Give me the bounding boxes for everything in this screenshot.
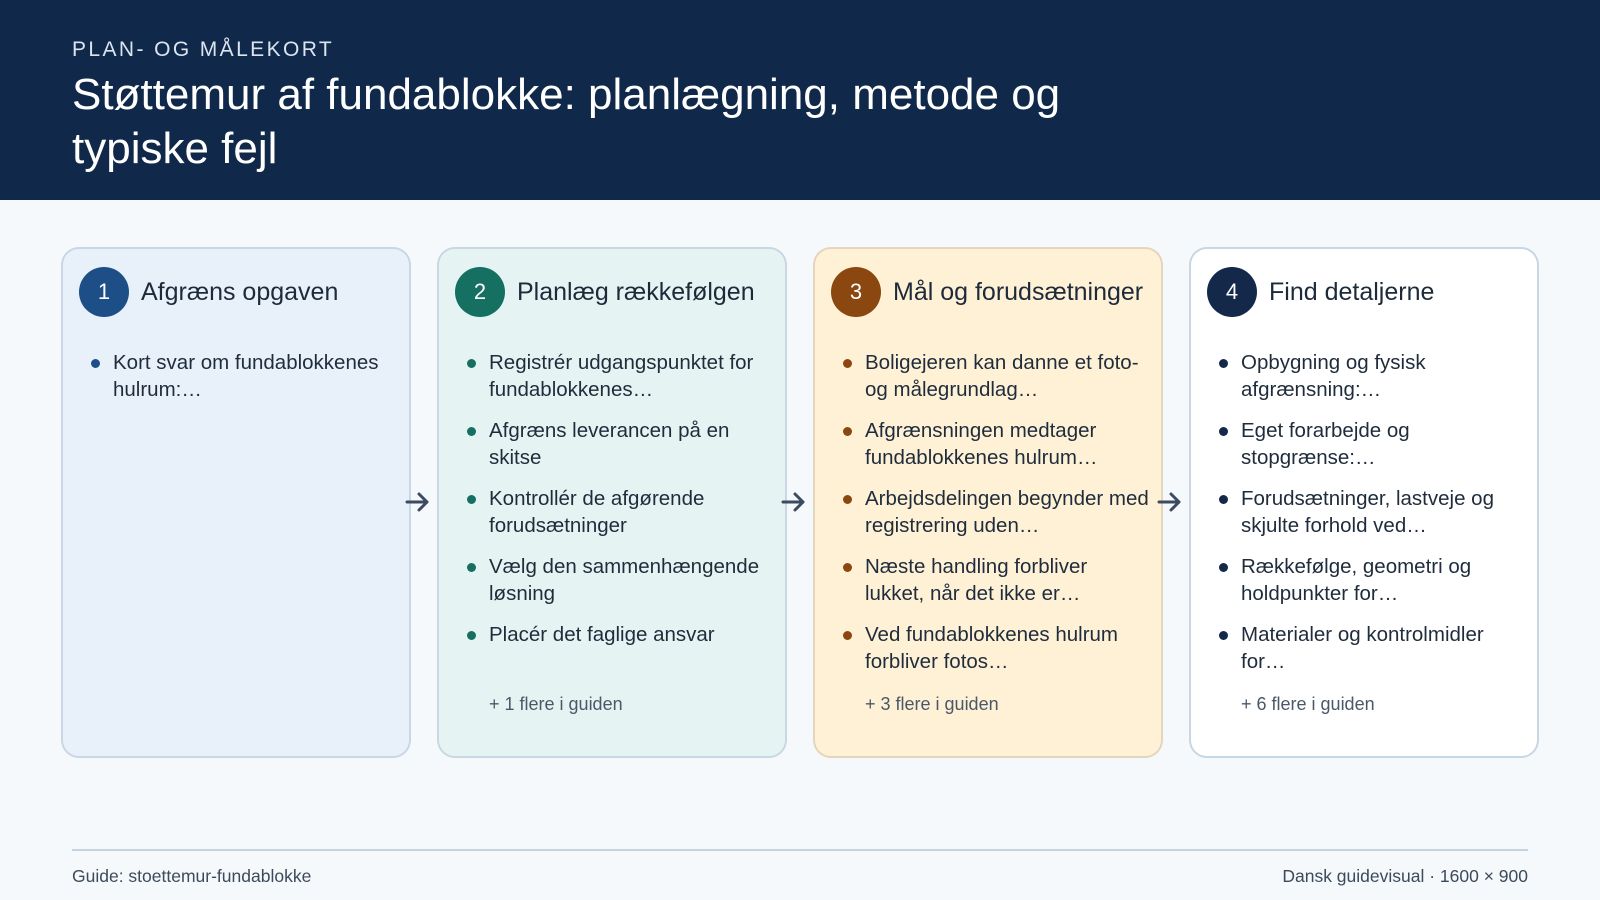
step-card-title: Afgræns opgaven <box>141 277 339 306</box>
step-card-1 <box>61 247 411 758</box>
step-card-title: Find detaljerne <box>1269 277 1435 306</box>
footer-divider <box>72 849 1528 851</box>
list-item: Eget forarbejde og stopgrænse:… <box>1217 417 1527 471</box>
step-number-badge: 4 <box>1207 267 1257 317</box>
step-card-title: Mål og forudsætninger <box>893 277 1144 306</box>
list-item: Ved fundablokkenes hulrum forbliver fotos… <box>841 621 1151 675</box>
step-card-header <box>831 267 1143 317</box>
footer-meta: Dansk guidevisual · 1600 × 900 <box>1282 866 1528 886</box>
list-item: Kontrollér de afgørende forudsætninger <box>465 485 775 539</box>
arrow-right-icon <box>781 490 807 514</box>
list-item: Placér det faglige ansvar <box>465 621 775 675</box>
step-bullet-list <box>465 349 775 689</box>
more-in-guide-note: + 6 flere i guiden <box>1241 694 1375 714</box>
step-bullet-list <box>1217 349 1527 689</box>
list-item: Opbygning og fysisk afgrænsning:… <box>1217 349 1527 403</box>
step-card-3 <box>813 247 1163 758</box>
list-item: Forudsætninger, lastveje og skjulte forhold ved… <box>1217 485 1527 539</box>
step-number-badge: 2 <box>455 267 505 317</box>
eyebrow-label: PLAN- OG MÅLEKORT <box>72 38 335 61</box>
step-bullet-list <box>841 349 1151 689</box>
page-title: Støttemur af fundablokke: planlægning, metode og typiske fejl <box>72 70 1061 173</box>
step-number-badge: 3 <box>831 267 881 317</box>
arrow-right-icon <box>405 490 431 514</box>
list-item: Næste handling forbliver lukket, når det ikke er… <box>841 553 1151 607</box>
more-in-guide-note: + 3 flere i guiden <box>865 694 999 714</box>
step-card-2 <box>437 247 787 758</box>
list-item: Kort svar om fundablokkenes hulrum:… <box>89 349 399 403</box>
list-item: Arbejdsdelingen begynder med registrering uden… <box>841 485 1151 539</box>
more-in-guide-note: + 1 flere i guiden <box>489 694 623 714</box>
list-item: Afgrænsningen medtager fundablokkenes hulrum… <box>841 417 1151 471</box>
step-card-4 <box>1189 247 1539 758</box>
list-item: Boligejeren kan danne et foto- og målegrundlag… <box>841 349 1151 403</box>
step-card-header <box>1207 267 1434 317</box>
step-number-badge: 1 <box>79 267 129 317</box>
step-card-header <box>79 267 338 317</box>
step-card-title: Planlæg rækkefølgen <box>517 277 755 306</box>
step-card-header <box>455 267 755 317</box>
arrow-right-icon <box>1157 490 1183 514</box>
list-item: Registrér udgangspunktet for fundablokkenes… <box>465 349 775 403</box>
step-bullet-list <box>89 349 399 417</box>
list-item: Materialer og kontrolmidler for… <box>1217 621 1527 675</box>
list-item: Vælg den sammenhængende løsning <box>465 553 775 607</box>
list-item: Afgræns leverancen på en skitse <box>465 417 775 471</box>
list-item: Rækkefølge, geometri og holdpunkter for… <box>1217 553 1527 607</box>
footer-guide-slug: Guide: stoettemur-fundablokke <box>72 866 312 886</box>
